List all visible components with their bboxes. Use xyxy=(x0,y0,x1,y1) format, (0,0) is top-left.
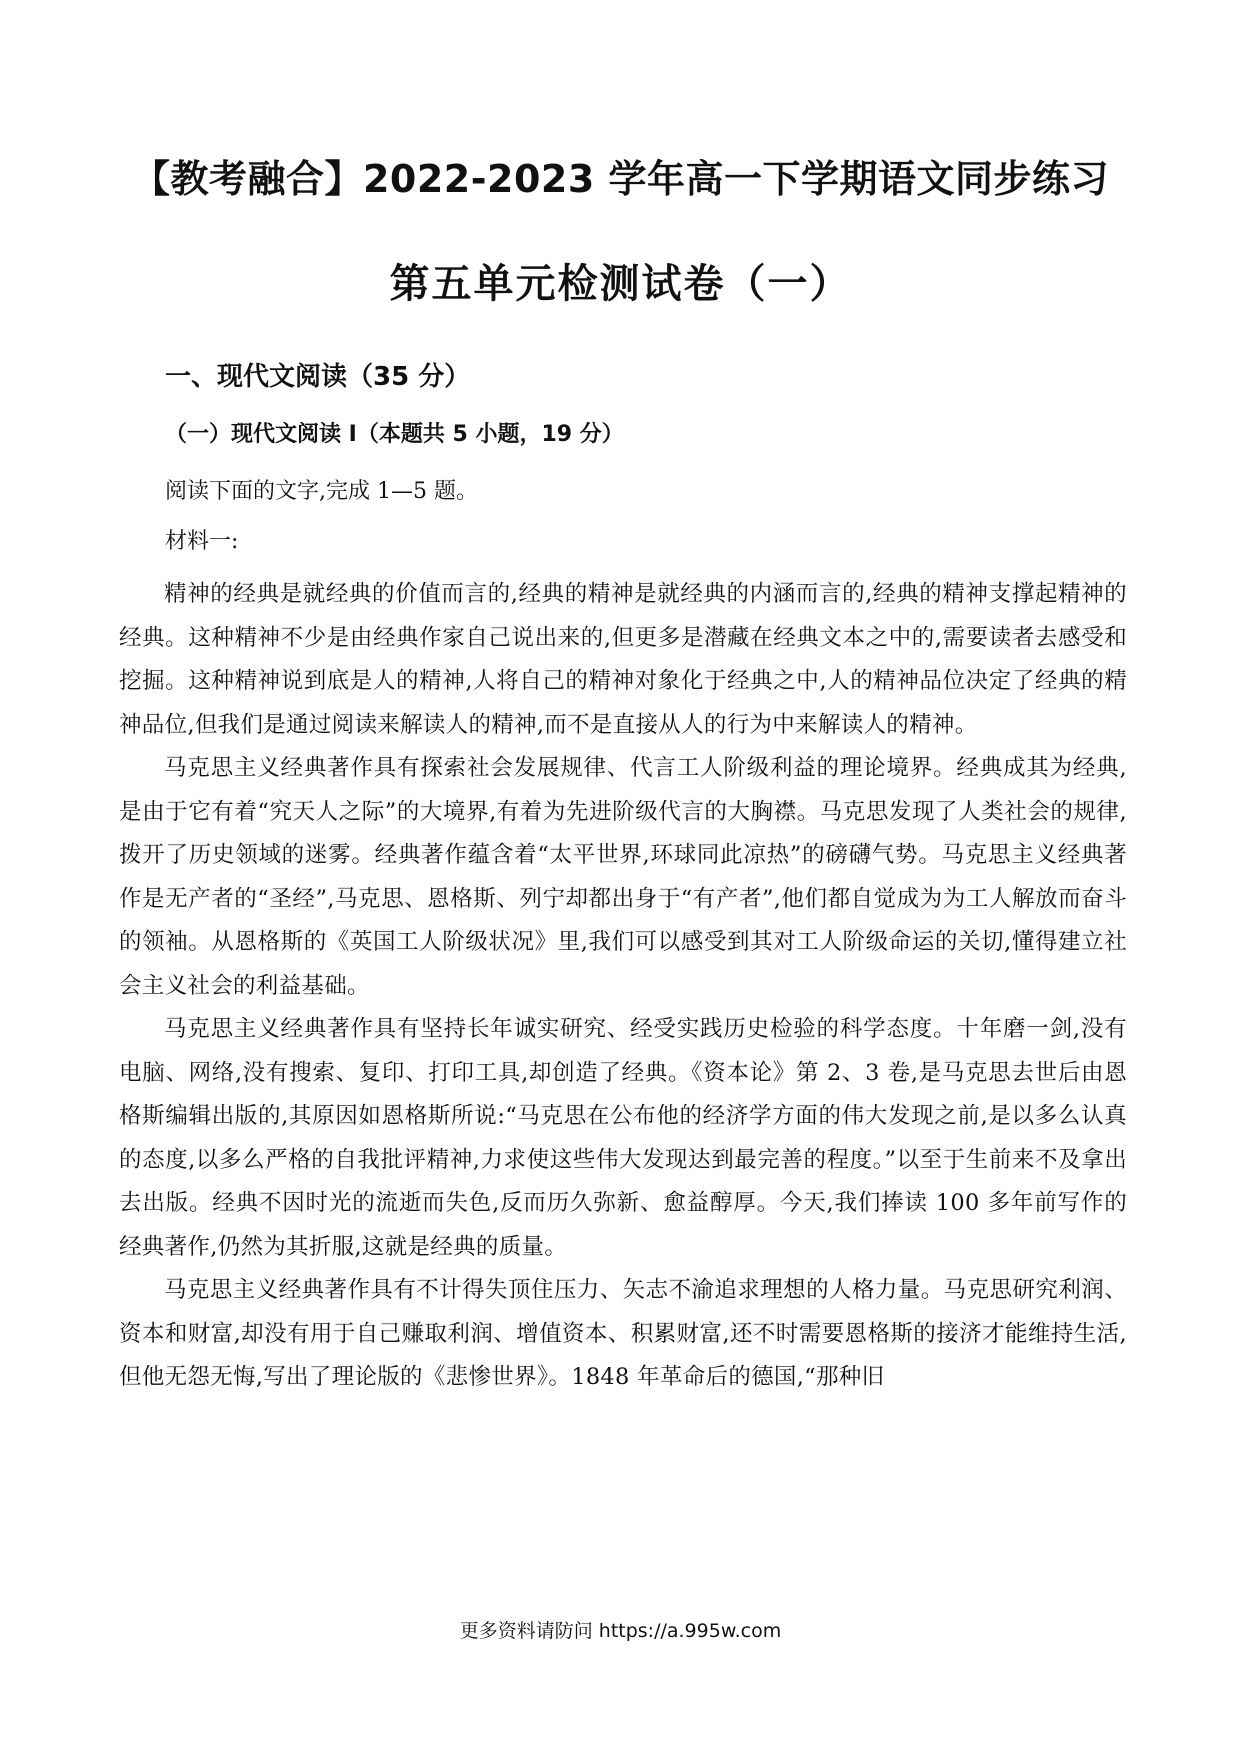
reading-instruction: 阅读下面的文字,完成 1—5 题。 xyxy=(165,479,478,504)
subsection-heading: （一）现代文阅读 I（本题共 5 小题，19 分） xyxy=(165,422,624,447)
passage-paragraph: 马克思主义经典著作具有探索社会发展规律、代言工人阶级利益的理论境界。经典成其为经典,是由于它有着“究天人之际”的大境界,有着为先进阶级代言的大胸襟。马克思发现了人类社会的规律,拨开了历史领域的迷雾。经典著作蕴含着“太平世界,环球同此凉热”的磅礴气势。马克思主义经典著作是无产者的“圣经”,马克思、恩格斯、列宁却都出身于“有产者”,他们都自觉成为为工人解放而奋斗的领袖。从恩格斯的《英国工人阶级状况》里,我们可以感受到其对工人阶级命运的关切,懂得建立社会主义社会的利益基础。 xyxy=(119,755,1127,999)
passage-body xyxy=(119,573,1127,1400)
passage-paragraph: 马克思主义经典著作具有不计得失顶住压力、矢志不渝追求理想的人格力量。马克思研究利润、资本和财富,却没有用于自己赚取利润、增值资本、积累财富,还不时需要恩格斯的接济才能维持生活,但他无怨无悔,写出了理论版的《悲惨世界》。1848 年革命后的德国,“那种旧 xyxy=(119,1277,1127,1390)
section-heading: 一、现代文阅读（35 分） xyxy=(165,362,471,392)
document-title: 【教考融合】2022-2023 学年高一下学期语文同步练习 xyxy=(131,157,1110,201)
passage-paragraph: 精神的经典是就经典的价值而言的,经典的精神是就经典的内涵而言的,经典的精神支撑起精神的经典。这种精神不少是由经典作家自己说出来的,但更多是潜藏在经典文本之中的,需要读者去感受和挖掘。这种精神说到底是人的精神,人将自己的精神对象化于经典之中,人的精神品位决定了经典的精神品位,但我们是通过阅读来解读人的精神,而不是直接从人的行为中来解读人的精神。 xyxy=(119,581,1127,738)
material-label: 材料一: xyxy=(165,529,239,554)
footer-link[interactable]: 更多资料请防问 https://a.995w.com xyxy=(459,1620,782,1642)
document-subtitle: 第五单元检测试卷（一） xyxy=(389,261,852,307)
passage-paragraph: 马克思主义经典著作具有坚持长年诚实研究、经受实践历史检验的科学态度。十年磨一剑,没有电脑、网络,没有搜索、复印、打印工具,却创造了经典。《资本论》第 2、3 卷,是马克思去世后由恩格斯编辑出版的,其原因如恩格斯所说:“马克思在公布他的经济学方面的伟大发现之前,是以多么认真的态度,以多么严格的自我批评精神,力求使这些伟大发现达到最完善的程度。”以至于生前来不及拿出去出版。经典不因时光的流逝而失色,反而历久弥新、愈益醇厚。今天,我们捧读 100 多年前写作的经典著作,仍然为其折服,这就是经典的质量。 xyxy=(119,1016,1127,1260)
